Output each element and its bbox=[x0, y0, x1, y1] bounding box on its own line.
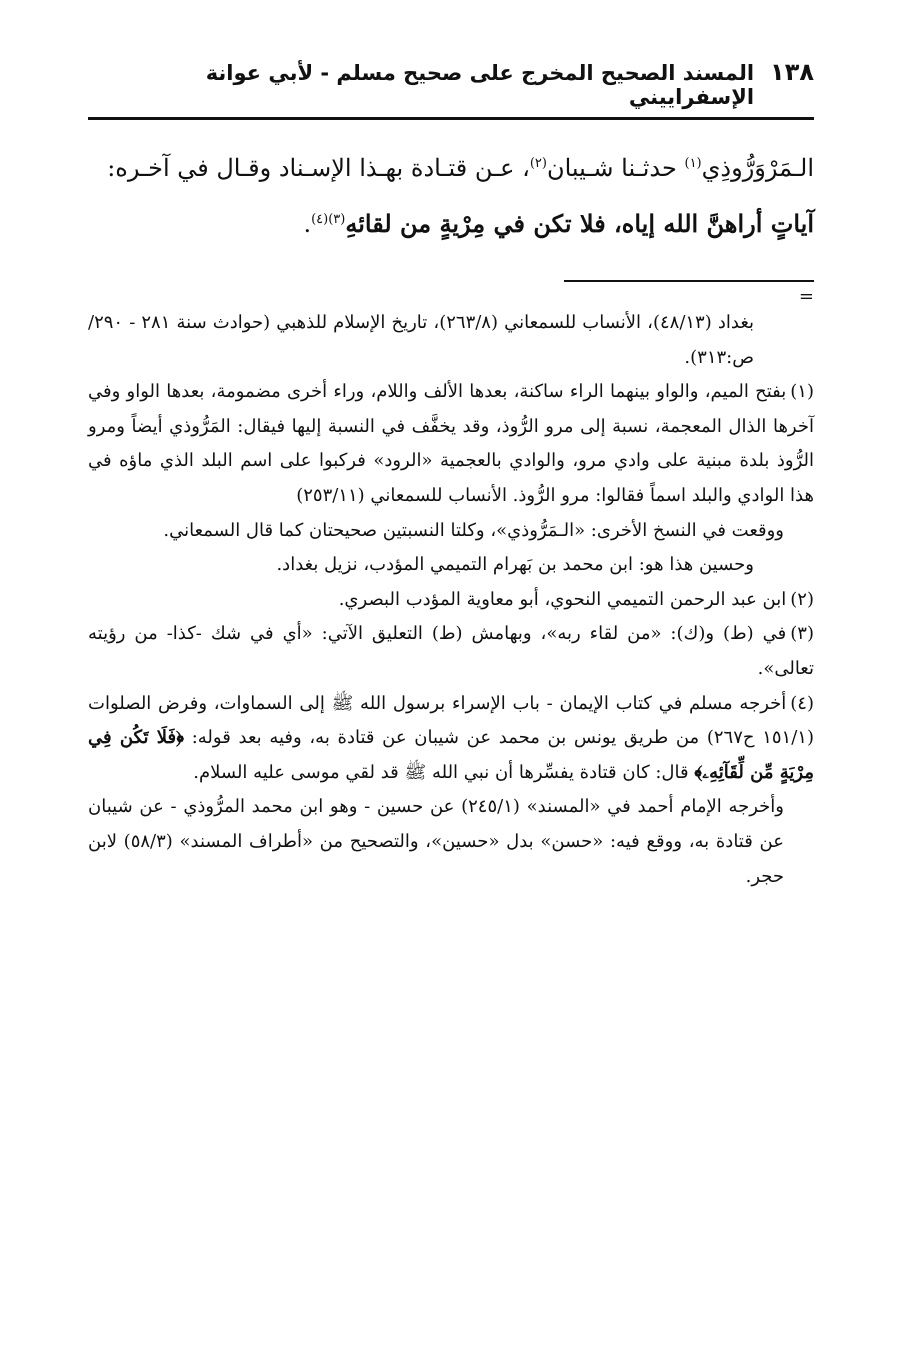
narrator-name: الـمَرْوَرُّوذِي bbox=[701, 154, 814, 182]
main-line-1 bbox=[88, 140, 814, 196]
footnote-text: أخرجه مسلم في كتاب الإيمان - باب الإسراء برسول الله ﷺ إلى السماوات، وفرض الصلوات (١٥١/١ ح٢٦٧) من طريق يونس بن محمد عن شيبان عن قتادة به، وفيه بعد قوله: bbox=[88, 692, 814, 749]
quran-quote: ﴿فَلَا تَكُن فِي مِرْيَةٍ مِّن لِّقَآئِهِۦ﴾ bbox=[88, 727, 814, 783]
header-rule bbox=[88, 117, 814, 120]
footnote-number: (٤) bbox=[790, 692, 814, 714]
footnote-number: (٢) bbox=[790, 588, 814, 610]
footnote-number: (١) bbox=[790, 381, 814, 403]
footnote-continuation: بغداد (٤٨/١٣)، الأنساب للسمعاني (٢٦٣/٨)، تاريخ الإسلام للذهبي (حوادث سنة ٢٨١ - ٢٩٠/ص:٣١٣). bbox=[88, 312, 755, 368]
footnote-2 bbox=[88, 583, 814, 618]
book-title: المسند الصحيح المخرج على صحيح مسلم - لأبي عوانة الإسفراييني bbox=[205, 61, 755, 109]
footnote-4-paragraph-2: وأخرجه الإمام أحمد في «المسند» (٢٤٥/١) عن حسين - وهو ابن محمد المرُّوذي - عن شيبان عن قتادة به، ووقع فيه: «حسن» بدل «حسين»، والتصحيح من «أطراف المسند» (٥٨/٣) لابن حجر. bbox=[88, 796, 784, 887]
footnote-ref-1: (١) bbox=[684, 156, 702, 171]
main-line-2 bbox=[88, 196, 814, 252]
footnote-rule bbox=[564, 280, 814, 282]
hadith-text: آياتٍ أراهنَّ الله إياه، فلا تكن في مِرْيةٍ من لقائهِ bbox=[345, 209, 814, 238]
footnote-1-paragraph-3: وحسين هذا هو: ابن محمد بن بَهرام التميمي المؤدب، نزيل بغداد. bbox=[276, 554, 754, 576]
footnotes bbox=[88, 306, 814, 894]
footnote-text: ابن عبد الرحمن التميمي النحوي، أبو معاوية المؤدب البصري. bbox=[338, 588, 787, 610]
footnote-number: (٣) bbox=[790, 623, 814, 645]
running-header bbox=[88, 58, 814, 115]
main-text-segment: . bbox=[303, 210, 312, 238]
main-text bbox=[88, 140, 814, 252]
footnote-text: بفتح الميم، والواو بينهما الراء ساكنة، بعدها الألف واللام، وراء أخرى مضمومة، بعدها الواو وفي آخرها الذال المعجمة، نسبة إلى مرو الرُّوذ، وقد يخفَّف في النسبة إليها فيقال: المَرُّوذي أيضاً ومرو الرُّوذ بلدة مبنية على وادي مرو، والوادي بالعجمية «الرود» فركبوا على اسم البلد الذي ماؤه في هذا الوادي والبلد اسماً فقالوا: مرو الرُّوذ. الأنساب للسمعاني (٢٥٣/١١) bbox=[88, 381, 814, 506]
footnote-4 bbox=[88, 687, 814, 791]
footnote-1 bbox=[88, 375, 814, 513]
footnote-ref-2: (٢) bbox=[529, 156, 547, 171]
main-text-segment: ، عـن قتـادة بهـذا الإسـناد وقـال في آخـره: bbox=[107, 154, 530, 182]
footnote-ref-3-4: (٣)(٤) bbox=[311, 212, 346, 227]
main-text-segment: حدثـنا شـيبان bbox=[546, 154, 685, 182]
footnote-text: قال: كان قتادة يفسِّرها أن نبي الله ﷺ قد لقي موسى عليه السلام. bbox=[193, 761, 695, 783]
footnote-1-paragraph-2: ووقعت في النسخ الأخرى: «الـمَرُّوذي»، وكلتا النسبتين صحيحتان كما قال السمعاني. bbox=[163, 519, 784, 541]
footnote-3 bbox=[88, 617, 814, 686]
page-number: ١٣٨ bbox=[770, 58, 814, 86]
footnote-text: في (ط) و(ك): «من لقاء ربه»، وبهامش (ط) التعليق الآتي: «أي في شك -كذا- من رؤيته تعالى». bbox=[88, 623, 814, 679]
continuation-mark: = bbox=[798, 286, 814, 307]
document-page bbox=[88, 58, 814, 894]
